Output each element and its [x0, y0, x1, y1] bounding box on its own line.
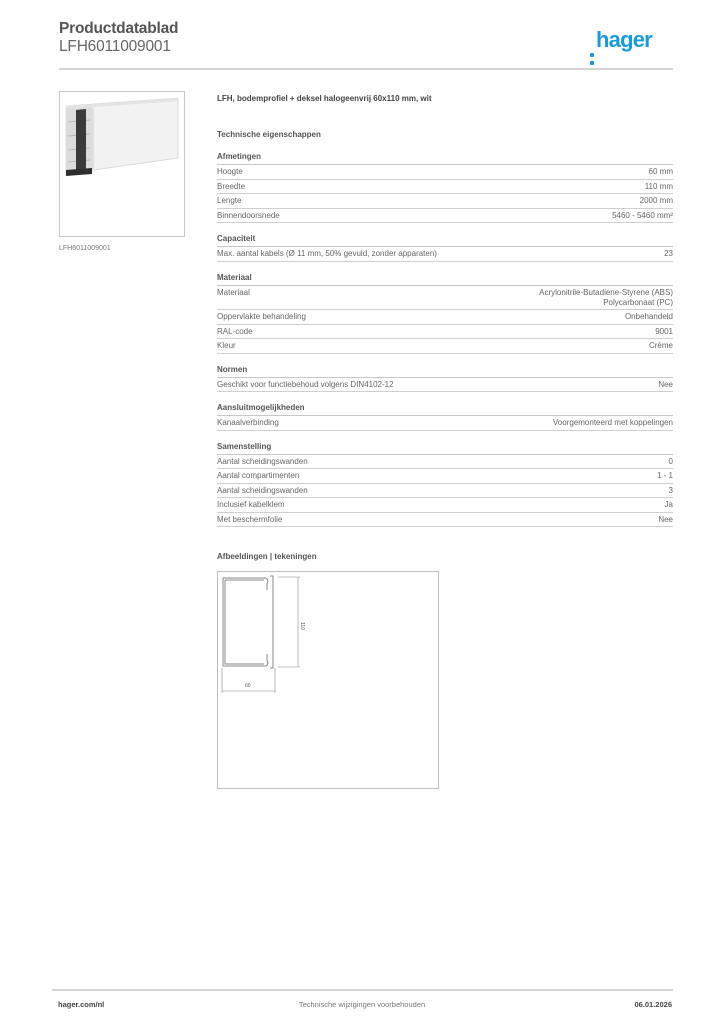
table-row	[217, 165, 673, 180]
drawings-title: Afbeeldingen | tekeningen	[217, 552, 317, 561]
row-value: 3	[668, 485, 673, 495]
row-label: Kanaalverbinding	[217, 418, 279, 427]
image-caption: LFH6011009001	[59, 245, 111, 252]
table-row	[217, 455, 673, 470]
footer-disclaimer: Technische wijzigingen voorbehouden	[298, 1000, 426, 1009]
group-title: Capaciteit	[217, 234, 673, 247]
row-value: Nee	[658, 514, 673, 524]
row-value: 9001	[655, 326, 673, 336]
group-capaciteit	[217, 234, 673, 262]
row-value-line1: Acrylonitrile-Butadiene-Styrene (ABS)	[539, 287, 673, 297]
group-title: Afmetingen	[217, 152, 673, 165]
group-afmetingen	[217, 152, 673, 223]
logo-text: hager	[596, 27, 652, 52]
table-row	[217, 498, 673, 513]
height-dimension-label: 110	[299, 622, 305, 630]
row-value: Crème	[648, 341, 673, 350]
table-row	[217, 484, 673, 499]
row-value: Voorgemonteerd met koppelingen	[552, 418, 673, 427]
cable-duct-image-icon	[60, 92, 184, 236]
table-row	[217, 513, 673, 528]
row-label: Inclusief kabelklem	[217, 500, 285, 509]
table-row	[217, 339, 673, 354]
hager-logo	[590, 27, 652, 53]
row-label: Geschikt voor functiebehoud volgens DIN4102-12	[217, 379, 394, 389]
table-row	[217, 310, 673, 325]
row-value: 5460 - 5460 mm²	[612, 210, 673, 220]
header-divider	[59, 68, 673, 70]
group-title: Materiaal	[217, 273, 673, 286]
row-value: Nee	[658, 379, 673, 389]
row-label: Lengte	[217, 196, 242, 205]
table-row	[217, 325, 673, 340]
row-value: 2000 mm	[639, 196, 673, 205]
row-value: 0	[668, 456, 673, 466]
row-value: Onbehandeld	[624, 312, 673, 321]
product-image	[59, 91, 185, 237]
group-normen	[217, 365, 673, 393]
group-aansluitmogelijkheden	[217, 403, 673, 431]
width-dimension-label: 60	[245, 683, 251, 689]
row-label: RAL-code	[217, 326, 253, 336]
row-label: Binnendoorsnede	[217, 210, 280, 220]
row-value: Ja	[664, 500, 673, 509]
document-date: 06.01.2026	[634, 1000, 672, 1009]
row-label: Aantal scheidingswanden	[217, 456, 308, 466]
row-value-line2: Polycarbonaat (PC)	[603, 297, 673, 307]
row-value: 1 - 1	[656, 471, 673, 480]
row-label: Materiaal	[217, 287, 250, 297]
table-row	[217, 194, 673, 209]
table-row	[217, 286, 673, 311]
row-label: Oppervlakte behandeling	[217, 312, 306, 321]
product-title: LFH, bodemprofiel + deksel halogeenvrij 60x110 mm, wit	[217, 94, 432, 103]
technical-drawing	[217, 571, 439, 789]
table-row	[217, 378, 673, 393]
row-label: Met beschermfolie	[217, 514, 283, 524]
product-code: LFH6011009001	[59, 38, 171, 55]
website-link[interactable]: hager.com/nl	[58, 1000, 105, 1009]
group-title: Normen	[217, 365, 673, 378]
table-row	[217, 416, 673, 431]
spec-section	[217, 94, 673, 538]
group-materiaal	[217, 273, 673, 354]
row-value: 110 mm	[644, 181, 673, 191]
group-title: Aansluitmogelijkheden	[217, 403, 673, 416]
row-label: Max. aantal kabels (Ø 11 mm, 50% gevuld, zonder apparaten)	[217, 249, 437, 258]
cross-section-drawing-icon	[218, 572, 438, 788]
table-row	[217, 209, 673, 224]
table-row	[217, 180, 673, 195]
footer-divider	[52, 989, 673, 991]
row-label: Breedte	[217, 181, 246, 191]
group-title: Samenstelling	[217, 442, 673, 455]
row-label: Hoogte	[217, 167, 243, 176]
row-label: Aantal compartimenten	[217, 471, 300, 480]
section-title: Technische eigenschappen	[217, 130, 321, 139]
row-value: 60 mm	[648, 167, 673, 176]
table-row	[217, 247, 673, 262]
row-value	[539, 288, 673, 308]
row-label: Aantal scheidingswanden	[217, 485, 308, 495]
row-value: 23	[664, 249, 673, 258]
group-samenstelling	[217, 442, 673, 528]
table-row	[217, 469, 673, 484]
row-label: Kleur	[217, 341, 236, 350]
page-title: Productdatablad	[59, 20, 179, 37]
